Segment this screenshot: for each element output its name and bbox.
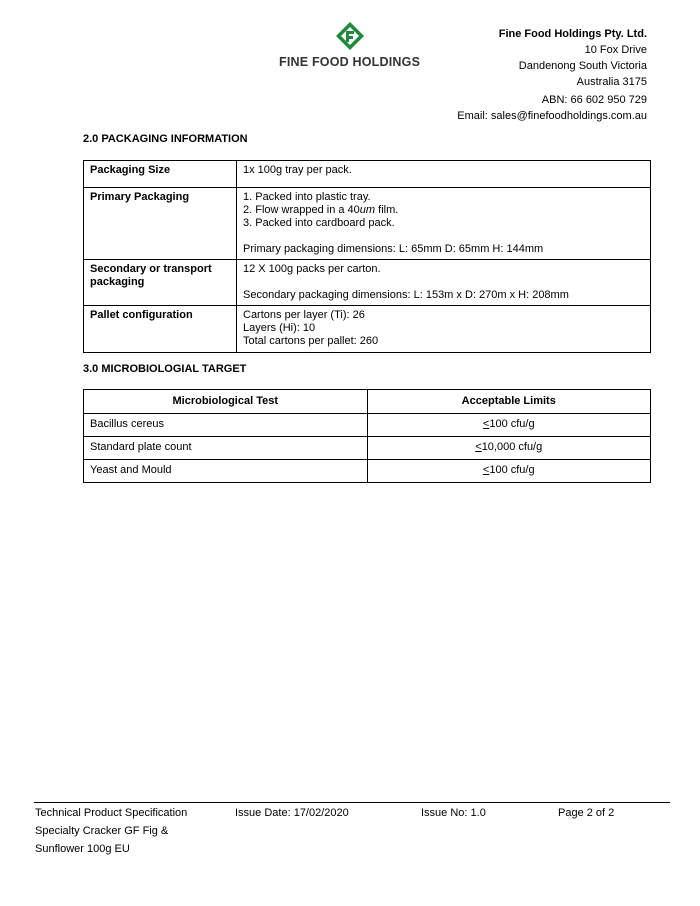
address-line: Australia 3175 — [576, 76, 647, 88]
primary-step — [243, 204, 644, 217]
table-row — [84, 306, 651, 353]
row-value — [237, 188, 651, 260]
table-row — [84, 161, 651, 188]
primary-step-text: 2. Flow wrapped in a 40 — [243, 204, 360, 216]
logo-text: FINE FOOD HOLDINGS — [279, 55, 421, 69]
row-label: Primary Packaging — [84, 188, 237, 260]
footer-doc-line: Technical Product Specification — [35, 807, 188, 819]
company-name: Fine Food Holdings Pty. Ltd. — [498, 28, 647, 40]
table-row — [84, 414, 651, 437]
test-name: Yeast and Mould — [84, 460, 368, 483]
test-name: Bacillus cereus — [84, 414, 368, 437]
footer-issue-date: Issue Date: 17/02/2020 — [235, 807, 349, 819]
company-contact — [457, 92, 647, 124]
row-label: Secondary or transport packaging — [84, 260, 237, 306]
limit-value: 100 cfu/g — [489, 464, 535, 476]
row-value — [237, 306, 651, 353]
test-limit — [367, 437, 651, 460]
table-header-row — [84, 390, 651, 414]
primary-step: 3. Packed into cardboard pack. — [243, 217, 395, 229]
company-address — [499, 26, 647, 90]
secondary-dimensions: Secondary packaging dimensions: L: 153m x D: 270m x H: 208mm — [243, 289, 569, 301]
secondary-packs: 12 X 100g packs per carton. — [243, 263, 381, 275]
pallet-layers: Layers (Hi): 10 — [243, 322, 316, 334]
logo-emblem-icon — [336, 22, 364, 52]
footer-page-number: Page 2 of 2 — [558, 807, 615, 819]
pallet-cartons-per-layer: Cartons per layer (Ti): 26 — [243, 309, 365, 321]
table-row — [84, 188, 651, 260]
company-logo — [276, 22, 426, 70]
address-line: Dandenong South Victoria — [518, 60, 647, 72]
packaging-table — [83, 160, 651, 353]
footer-issue-no: Issue No: 1.0 — [421, 807, 486, 819]
row-label: Pallet configuration — [84, 306, 237, 353]
micro-section-title: 3.0 MICROBIOLOGIAL TARGET — [83, 363, 247, 375]
abn-text: ABN: 66 602 950 729 — [541, 94, 647, 106]
test-limit — [367, 414, 651, 437]
table-row — [84, 260, 651, 306]
email-text: Email: sales@finefoodholdings.com.au — [457, 110, 647, 122]
limit-value: 10,000 cfu/g — [481, 441, 543, 453]
micro-table — [83, 389, 651, 483]
row-value: 1x 100g tray per pack. — [237, 161, 651, 188]
limit-symbol: < — [482, 418, 490, 430]
primary-step-text: film. — [375, 204, 399, 216]
table-row — [84, 460, 651, 483]
limit-symbol: < — [482, 464, 490, 476]
primary-step-unit: um — [359, 204, 376, 216]
limit-value: 100 cfu/g — [489, 418, 535, 430]
limit-symbol: < — [475, 441, 482, 453]
primary-dimensions: Primary packaging dimensions: L: 65mm D: 65mm H: 144mm — [243, 243, 544, 255]
address-line: 10 Fox Drive — [584, 44, 647, 56]
packaging-section-title: 2.0 PACKAGING INFORMATION — [83, 133, 248, 145]
row-value — [237, 260, 651, 306]
footer-divider — [34, 802, 670, 803]
column-header: Acceptable Limits — [367, 390, 651, 414]
footer-doc-line: Sunflower 100g EU — [35, 843, 130, 855]
primary-step: 1. Packed into plastic tray. — [243, 191, 371, 203]
table-row — [84, 437, 651, 460]
test-limit — [367, 460, 651, 483]
footer-document-title — [35, 804, 187, 858]
row-label: Packaging Size — [84, 161, 237, 188]
footer-doc-line: Specialty Cracker GF Fig & — [35, 825, 169, 837]
test-name: Standard plate count — [84, 437, 368, 460]
pallet-total-cartons: Total cartons per pallet: 260 — [243, 335, 379, 347]
column-header: Microbiological Test — [84, 390, 368, 414]
